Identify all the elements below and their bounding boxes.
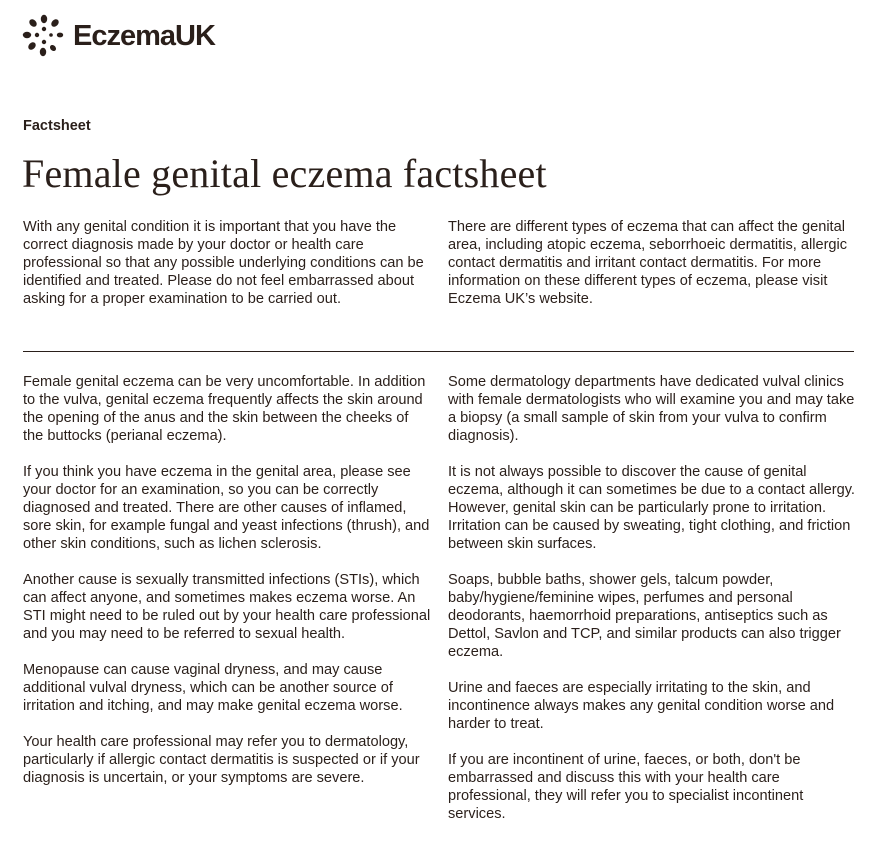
body-paragraph: Soaps, bubble baths, shower gels, talcum powder, baby/hygiene/feminine wipes, perfumes and personal deodorants, haemorrhoid preparations, antiseptics such as Dettol, Savlon and TCP, and similar products can also trigger eczema. xyxy=(448,572,841,660)
section-divider xyxy=(23,351,854,352)
eczema-uk-logo-wordmark: EczemaUK xyxy=(73,19,215,52)
intro-left-column xyxy=(23,218,428,326)
eczema-uk-logo-icon xyxy=(22,14,66,58)
eczema-uk-logo[interactable] xyxy=(22,14,215,58)
body-paragraph: Your health care professional may refer you to dermatology, particularly if allergic contact dermatitis is suspected or if your diagnosis is uncertain, or your symptoms are severe. xyxy=(23,734,420,786)
body-paragraph: If you are incontinent of urine, faeces, or both, don't be embarrassed and discuss this with your health care professional, they will refer you to specialist incontinent services. xyxy=(448,752,804,822)
intro-left-paragraph: With any genital condition it is important that you have the correct diagnosis made by your doctor or health care professional so that any possible underlying conditions can be identified and treated. Please do not feel embarrassed about asking for a proper examination to be carried out. xyxy=(23,219,424,307)
intro-right-paragraph: There are different types of eczema that can affect the genital area, including atopic eczema, seborrhoeic dermatitis, allergic contact dermatitis and irritant contact dermatitis. For more information on these different types of eczema, please visit Eczema UK’s website. xyxy=(448,219,848,307)
body-paragraph: Female genital eczema can be very uncomfortable. In addition to the vulva, genital eczema frequently affects the skin around the opening of the anus and the skin between the cheeks of the buttocks (perianal eczema). xyxy=(23,374,426,444)
body-paragraph: It is not always possible to discover the cause of genital eczema, although it can sometimes be due to a contact allergy. However, genital skin can be particularly prone to irritation. Irritation can be caused by sweating, tight clothing, and friction between skin surfaces. xyxy=(448,464,855,552)
body-paragraph: If you think you have eczema in the genital area, please see your doctor for an examination, so you can be correctly diagnosed and treated. There are other causes of inflamed, sore skin, for example fungal and yeast infections (thrush), and other skin conditions, such as lichen sclerosis. xyxy=(23,464,430,552)
page-title: Female genital eczema factsheet xyxy=(22,151,547,196)
body-left-column xyxy=(23,373,431,805)
body-paragraph: Some dermatology departments have dedicated vulval clinics with female dermatologists who will examine you and may take a biopsy (a small sample of skin from your vulva to confirm diagnosis). xyxy=(448,374,855,444)
document-type-label: Factsheet xyxy=(23,118,91,134)
intro-right-column xyxy=(448,218,853,326)
body-paragraph: Another cause is sexually transmitted infections (STIs), which can affect anyone, and sometimes makes eczema worse. An STI might need to be ruled out by your health care professional and you may need to be referred to sexual health. xyxy=(23,572,431,642)
body-paragraph: Urine and faeces are especially irritating to the skin, and incontinence always makes any genital condition worse and harder to treat. xyxy=(448,680,835,732)
body-paragraph: Menopause can cause vaginal dryness, and may cause additional vulval dryness, which can be another source of irritation and itching, and may make genital eczema worse. xyxy=(23,662,403,714)
body-right-column xyxy=(448,373,856,841)
